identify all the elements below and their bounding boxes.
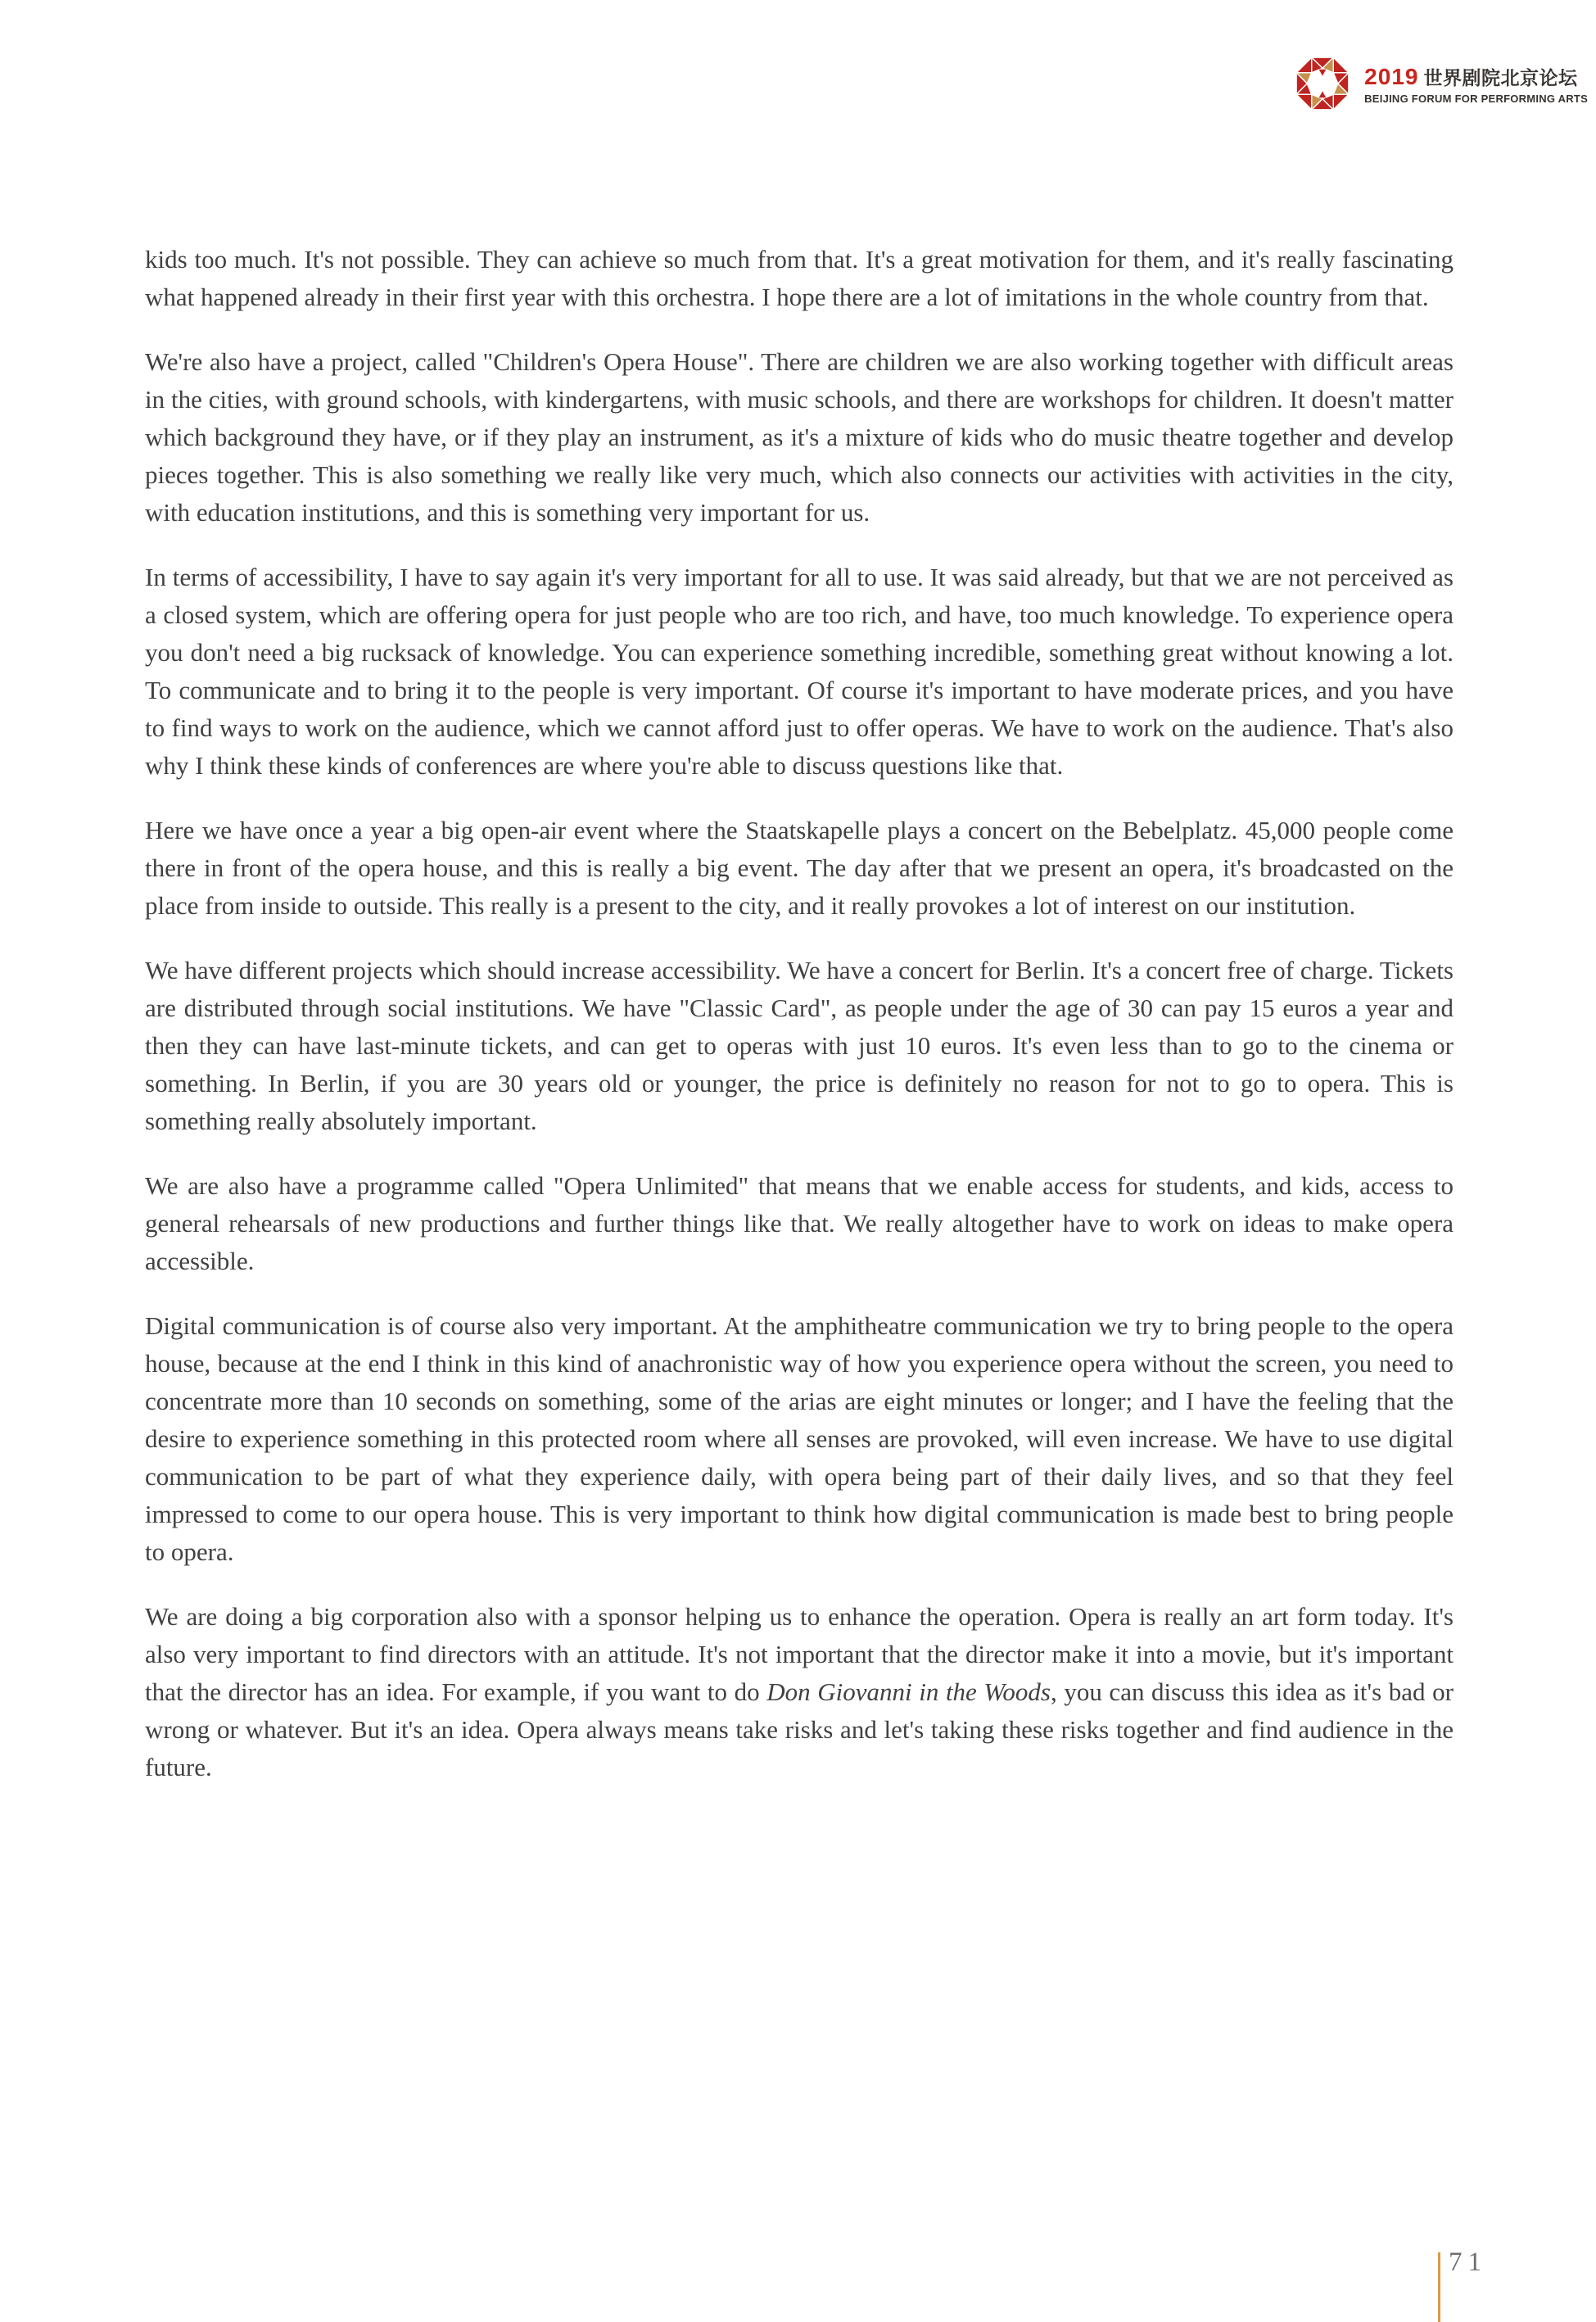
paragraph-text: In terms of accessibility, I have to say again it's very important for all to use. It was said already, but that we are not perceived as a closed system, which are offering opera for just people who are too rich, and have, too much knowledge. To experience opera you don't need a big rucksack of knowledge. You can experience something incredible, something great without knowing a lot. To communicate and to bring it to the people is very important. Of course it's important to have moderate prices, and you have to find ways to work on the audience, which we cannot afford just to offer operas. We have to work on the audience. That's also why I think these kinds of conferences are where you're able to discuss questions like that. [145,563,1454,780]
paragraph [145,952,1454,1140]
paragraph [145,1307,1454,1571]
paragraph-text: , you can discuss this idea as it's bad or wrong or whatever. But it's an idea. Opera always means take risks and let's taking these risks together and find audience in the future. [145,1677,1454,1781]
paragraph-text: We're also have a project, called "Children's Opera House". There are children we are also working together with difficult areas in the cities, with ground schools, with kindergartens, with music schools, and there are workshops for children. It doesn't matter which background they have, or if they play an instrument, as it's a mixture of kids who do music theatre together and develop pieces together. This is also something we really like very much, which also connects our activities with activities in the city, with education institutions, and this is something very important for us. [145,347,1454,527]
paragraph-text: We are doing a big corporation also with a sponsor helping us to enhance the operation. Opera is really an art form today. It's also very important to find directors with an attitude. It's not important that the director make it into a movie, but it's important that the director has an idea. For example, if you want to do [145,1602,1454,1706]
opera-title-italic: Don Giovanni in the Woods [766,1677,1051,1706]
paragraph [145,1598,1454,1786]
forum-logo-icon [1292,54,1353,113]
paragraph [145,241,1454,316]
logo-title-chinese: 世界剧院北京论坛 [1423,66,1578,88]
footer-accent-rule [1438,2252,1440,2322]
paragraph-text: We are also have a programme called "Opera Unlimited" that means that we enable access for students, and kids, access to general rehearsals of new productions and further things like that. We really altogether have to work on ideas to make opera accessible. [145,1171,1454,1275]
logo-year: 2019 [1364,63,1419,89]
paragraph-text: Digital communication is of course also very important. At the amphitheatre communication we try to bring people to the opera house, because at the end I think in this kind of anachronistic way of how you experience opera without the screen, you need to concentrate more than 10 seconds on something, some of the arias are eight minutes or longer; and I have the feeling that the desire to experience something in this protected room where all senses are provoked, will even increase. We have to use digital communication to be part of what they experience daily, with opera being part of their daily lives, and so that they feel impressed to come to our opera house. This is very important to think how digital communication is made best to bring people to opera. [145,1311,1454,1566]
forum-logo-text [1364,63,1588,105]
paragraph-text: Here we have once a year a big open-air event where the Staatskapelle plays a concert on the Bebelplatz. 45,000 people come there in front of the opera house, and this is really a big event. The day after that we present an opera, it's broadcasted on the place from inside to outside. This really is a present to the city, and it really provokes a lot of interest on our institution. [145,816,1454,920]
paragraph-text: We have different projects which should increase accessibility. We have a concert for Berlin. It's a concert free of charge. Tickets are distributed through social institutions. We have "Classic Card", as people under the age of 30 can pay 15 euros a year and then they can have last-minute tickets, and can get to operas with just 10 euros. It's even less than to go to the cinema or something. In Berlin, if you are 30 years old or younger, the price is definitely no reason for not to go to opera. This is something really absolutely important. [145,956,1454,1135]
paragraph [145,559,1454,785]
paragraph [145,343,1454,532]
paragraph [145,1167,1454,1280]
body-text [145,241,1454,1786]
forum-logo [1292,54,1588,113]
page-number: 71 [1449,2247,1487,2277]
paragraph-text: kids too much. It's not possible. They can achieve so much from that. It's a great motivation for them, and it's really fascinating what happened already in their first year with this orchestra. I hope there are a lot of imitations in the whole country from that. [145,245,1454,311]
logo-title-english: BEIJING FORUM FOR PERFORMING ARTS [1364,92,1588,105]
paragraph [145,812,1454,925]
